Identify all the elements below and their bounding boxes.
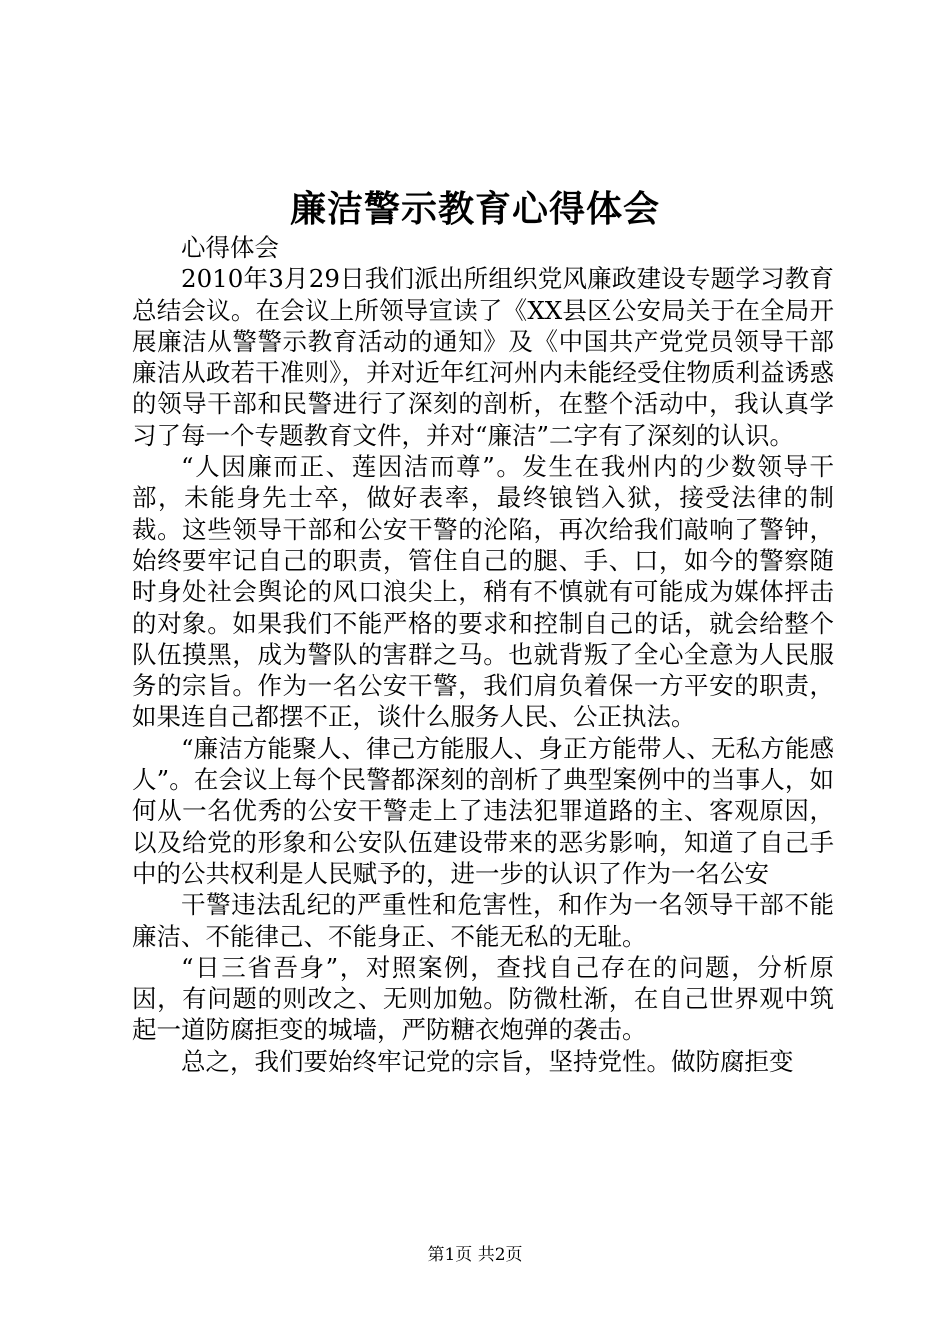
paragraph-4: 干警违法乱纪的严重性和危害性，和作为一名领导干部不能廉洁、不能律己、不能身正、不能无私的无耻。 — [132, 890, 834, 951]
paragraph-6: 总之，我们要始终牢记党的宗旨，坚持党性。做防腐拒变 — [181, 1046, 794, 1076]
paragraph-1: 2010年3月29日我们派出所组织党风廉政建设专题学习教育总结会议。在会议上所领导宣读了《XX县区公安局关于在全局开展廉洁从警警示教育活动的通知》及《中国共产党党员领导干部廉洁从政若干准则》，并对近年红河州内未能经受住物质利益诱惑的领导干部和民警进行了深刻的剖析，在整个活动中，我认真学习了每一个专题教育文件，并对“廉洁”二字有了深刻的认识。 — [132, 264, 834, 450]
document-title: 廉洁警示教育心得体会 — [289, 188, 660, 230]
document-body — [132, 232, 834, 1077]
paragraph-5: “日三省吾身”，对照案例，查找自己存在的问题，分析原因，有问题的则改之、无则加勉。防微杜渐，在自己世界观中筑起一道防腐拒变的城墙，严防糖衣炮弹的袭击。 — [132, 952, 834, 1045]
page-number-footer: 第1页 共2页 — [427, 1245, 523, 1265]
paragraph-2: “人因廉而正、莲因洁而尊”。发生在我州内的少数领导干部，未能身先士卒，做好表率，最终锒铛入狱，接受法律的制裁。这些领导干部和公安干警的沦陷，再次给我们敲响了警钟，始终要牢记自己的职责，管住自己的腿、手、口，如今的警察随时身处社会舆论的风口浪尖上，稍有不慎就有可能成为媒体抨击的对象。如果我们不能严格的要求和控制自己的话，就会给整个队伍摸黑，成为警队的害群之马。也就背叛了全心全意为人民服务的宗旨。作为一名公安干警，我们肩负着保一方平安的职责，如果连自己都摆不正，谈什么服务人民、公正执法。 — [132, 452, 834, 732]
paragraph-3: “廉洁方能聚人、律己方能服人、身正方能带人、无私方能感人”。在会议上每个民警都深刻的剖析了典型案例中的当事人，如何从一名优秀的公安干警走上了违法犯罪道路的主、客观原因，以及给党的形象和公安队伍建设带来的恶劣影响，知道了自己手中的公共权利是人民赋予的，进一步的认识了作为一名公安 — [132, 733, 834, 888]
subtitle: 心得体会 — [181, 233, 279, 262]
